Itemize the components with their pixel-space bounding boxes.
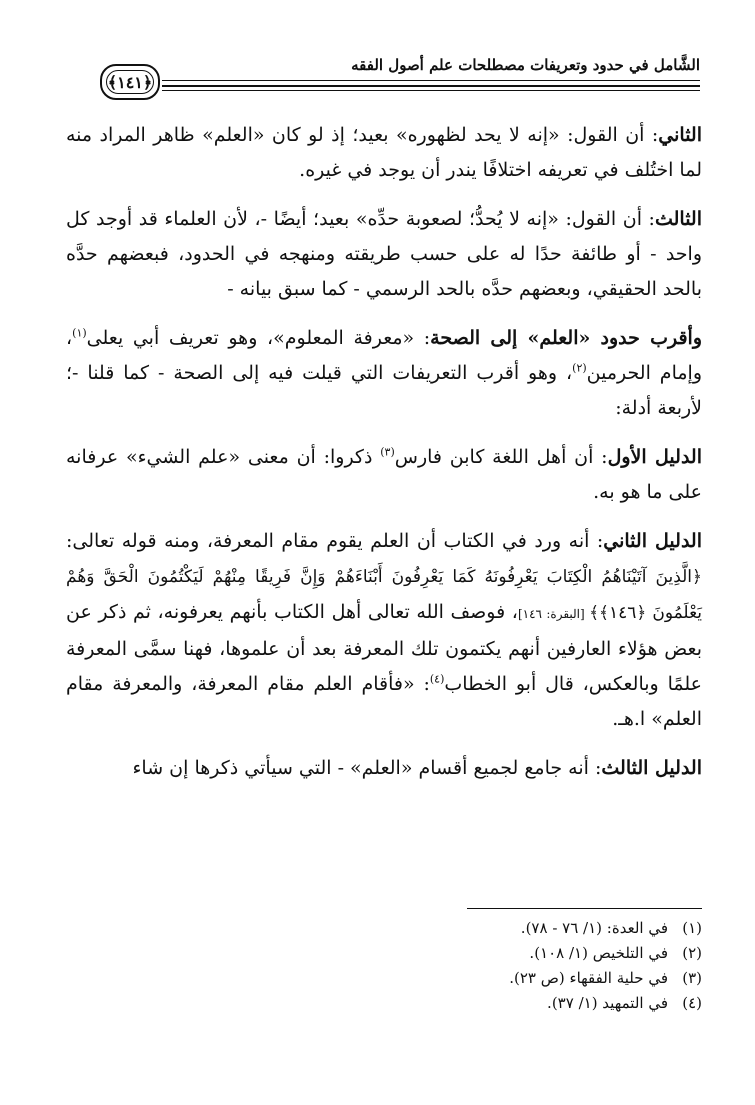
paragraph-label: الدليل الثالث (601, 757, 702, 779)
page-number: ﴿١٤١﴾ (107, 72, 153, 92)
running-title: الشَّامل في حدود وتعريفات مصطلحات علم أصول الفقه (351, 56, 700, 74)
paragraph-text: ذكروا: أن معنى «علم الشيء» عرفانه على ما هو به. (66, 446, 702, 503)
quran-verse: ﴿الَّذِينَ آتَيْنَاهُمُ الْكِتَابَ يَعْرِفُونَهُ كَمَا يَعْرِفُونَ أَبْنَاءَهُمْ وَإِنَّ فَرِيقًا مِنْهُمْ لَيَكْتُمُونَ الْحَقَّ وَهُمْ يَعْلَمُونَ ﴿١٤٦﴾﴾ (66, 567, 702, 623)
header-rule (162, 90, 700, 91)
paragraph-text: ، فوصف الله تعالى أهل الكتاب بأنهم يعرفونه، ثم ذكر عن بعض هؤلاء العارفين أنهم يكتمون تلك المعرفة بعد أن علموها، فهنا سمَّى المعرفة علمًا وبالعكس، قال أبو الخطاب (66, 601, 702, 695)
paragraph-label: الدليل الثاني (603, 530, 702, 552)
paragraph-text: : «معرفة المعلوم»، وهو تعريف أبي يعلى (86, 327, 431, 349)
paragraph-text: ، وهو أقرب التعريفات التي قيلت فيه إلى الصحة - كما قلنا -؛ لأربعة أدلة: (66, 362, 702, 419)
paragraph-evidence-3 (66, 751, 702, 786)
paragraph-text: : أنه جامع لجميع أقسام «العلم» - التي سيأتي ذكرها إن شاء (132, 757, 602, 779)
footnote-number: (٣) (682, 969, 702, 987)
footnote-text: في حلية الفقهاء (ص ٢٣). (509, 969, 668, 987)
footnote-text: في العدة: (١/ ٧٦ - ٧٨). (520, 919, 668, 937)
footnote-ref[interactable]: (٢) (572, 361, 587, 375)
paragraph-closest-definition (66, 321, 702, 426)
paragraph-text: : أن أهل اللغة كابن فارس (394, 446, 608, 468)
footnote-ref[interactable]: (١) (72, 326, 87, 340)
paragraph-third (66, 202, 702, 307)
footnote (66, 991, 702, 1016)
main-text (66, 118, 702, 800)
footnote-separator (467, 908, 702, 909)
verse-reference: [البقرة: ١٤٦] (517, 607, 590, 621)
paragraph-second (66, 118, 702, 188)
paragraph-label: الدليل الأول (607, 446, 702, 468)
footnote-ref[interactable]: (٣) (380, 445, 395, 459)
paragraph-text: : أن القول: «إنه لا يُحدُّ؛ لصعوبة حدِّه» بعيد؛ أيضًا -، لأن العلماء قد أوجد كل واحد - أو طائفة حدًا له على حسب طريقته ومنهجه في الحدود، فبعضهم حدَّه بالحد الحقيقي، وبعضهم حدَّه بالحد الرسمي - كما سبق بيانه - (66, 208, 702, 300)
header-rule (162, 85, 700, 87)
paragraph-text: : أنه ورد في الكتاب أن العلم يقوم مقام المعرفة، ومنه قوله تعالى: (66, 530, 604, 552)
footnote-ref[interactable]: (٤) (429, 672, 445, 686)
paragraph-text: : أن القول: «إنه لا يحد لظهوره» بعيد؛ إذ لو كان «العلم» ظاهر المراد منه لما اختُلف في تعريفه اختلافًا يندر أن يوجد في غيره. (66, 124, 702, 181)
header-rule (162, 80, 700, 81)
page-number-badge (100, 64, 160, 100)
paragraph-text: : «فأقام العلم مقام المعرفة، والمعرفة مقام العلم» ا.هـ. (66, 673, 702, 730)
footnote-number: (٤) (682, 994, 702, 1012)
footnote (66, 941, 702, 966)
paragraph-label: الثاني (658, 124, 702, 146)
footnote-text: في التلخيص (١/ ١٠٨). (529, 944, 668, 962)
footnote (66, 916, 702, 941)
paragraph-label: وأقرب حدود «العلم» إلى الصحة (430, 327, 702, 349)
paragraph-text: ، وإمام الحرمين (66, 327, 702, 384)
footnote-text: في التمهيد (١/ ٣٧). (547, 994, 668, 1012)
paragraph-label: الثالث (654, 208, 702, 230)
footnotes (66, 916, 702, 1016)
footnote-number: (١) (682, 919, 702, 937)
page-header (70, 56, 700, 106)
paragraph-evidence-1 (66, 440, 702, 510)
paragraph-evidence-2 (66, 524, 702, 737)
footnote-number: (٢) (682, 944, 702, 962)
footnote (66, 966, 702, 991)
